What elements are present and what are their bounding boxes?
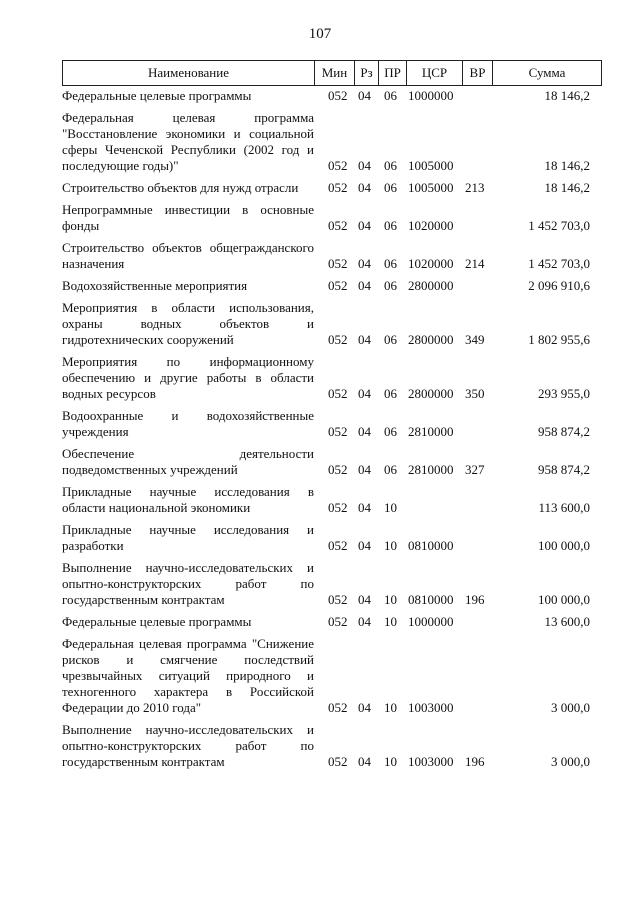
cell-name: Строительство объектов для нужд отрасли [62,180,299,195]
table-row [62,484,602,516]
cell-min: 052 [328,218,348,233]
cell-pr: 06 [384,424,397,439]
cell-pr: 10 [384,500,397,515]
table-row [62,278,602,294]
cell-csr: 2800000 [408,332,454,347]
cell-pr: 10 [384,754,397,769]
cell-sum: 958 874,2 [538,424,590,439]
table-row [62,110,602,174]
row-codes [62,218,602,234]
cell-pr: 10 [384,700,397,715]
cell-name: Федеральные целевые программы [62,614,252,629]
cell-vr: 213 [465,180,485,195]
cell-csr: 1000000 [408,88,454,103]
cell-pr: 10 [384,614,397,629]
cell-name: Мероприятия в области использования, охраны водных объектов и гидротехнических сооружений [62,300,314,347]
cell-rz: 04 [358,614,371,629]
table-row [62,88,602,104]
header-vr: ВР [463,61,493,85]
cell-pr: 10 [384,592,397,607]
table-row [62,180,602,196]
row-codes [62,538,602,554]
cell-csr: 1005000 [408,158,454,173]
row-codes [62,278,602,294]
cell-rz: 04 [358,180,371,195]
cell-csr: 1003000 [408,754,454,769]
cell-csr: 1000000 [408,614,454,629]
cell-min: 052 [328,256,348,271]
cell-pr: 06 [384,462,397,477]
cell-rz: 04 [358,158,371,173]
row-codes [62,88,602,104]
cell-min: 052 [328,386,348,401]
cell-name: Непрограммные инвестиции в основные фонды [62,202,314,233]
cell-vr: 214 [465,256,485,271]
header-min: Мин [315,61,355,85]
cell-name: Мероприятия по информационному обеспечению и другие работы в области водных ресурсов [62,354,314,401]
row-codes [62,462,602,478]
cell-rz: 04 [358,538,371,553]
row-codes [62,754,602,770]
cell-pr: 06 [384,218,397,233]
cell-name: Водоохранные и водохозяйственные учреждения [62,408,314,439]
cell-name: Водохозяйственные мероприятия [62,278,248,293]
cell-sum: 113 600,0 [538,500,590,515]
cell-name: Строительство объектов общегражданского назначения [62,240,314,271]
cell-name: Обеспечение деятельности подведомственных учреждений [62,446,314,477]
cell-rz: 04 [358,424,371,439]
cell-sum: 18 146,2 [544,180,590,195]
cell-min: 052 [328,700,348,715]
row-codes [62,592,602,608]
cell-sum: 18 146,2 [544,158,590,173]
table-row [62,408,602,440]
page-number: 107 [308,26,332,42]
cell-name: Федеральные целевые программы [62,88,252,103]
cell-vr: 349 [465,332,485,347]
cell-csr: 0810000 [408,538,454,553]
cell-csr: 2800000 [408,386,454,401]
cell-min: 052 [328,158,348,173]
cell-min: 052 [328,614,348,629]
row-codes [62,158,602,174]
cell-min: 052 [328,88,348,103]
table-row [62,202,602,234]
cell-rz: 04 [358,218,371,233]
cell-pr: 06 [384,278,397,293]
cell-csr: 2800000 [408,278,454,293]
cell-min: 052 [328,538,348,553]
cell-sum: 100 000,0 [538,538,590,553]
cell-name: Федеральная целевая программа "Восстановление экономики и социальной сферы Чеченской Республики (2002 год и последующие годы)" [62,110,314,173]
cell-name: Выполнение научно-исследовательских и опытно-конструкторских работ по государственным контрактам [62,722,314,769]
cell-name: Прикладные научные исследования в области национальной экономики [62,484,314,515]
cell-min: 052 [328,332,348,347]
header-csr: ЦСР [407,61,463,85]
header-sum: Сумма [528,65,566,80]
cell-pr: 10 [384,538,397,553]
table-row [62,522,602,554]
cell-sum: 1 452 703,0 [528,218,590,233]
cell-rz: 04 [358,256,371,271]
row-codes [62,424,602,440]
cell-rz: 04 [358,462,371,477]
table-row [62,446,602,478]
cell-min: 052 [328,462,348,477]
cell-min: 052 [328,278,348,293]
cell-rz: 04 [358,700,371,715]
cell-sum: 3 000,0 [551,700,590,715]
cell-pr: 06 [384,332,397,347]
table-body [62,88,602,776]
cell-csr: 0810000 [408,592,454,607]
cell-pr: 06 [384,88,397,103]
cell-rz: 04 [358,88,371,103]
header-name: Наименование [63,61,315,85]
cell-min: 052 [328,754,348,769]
row-codes [62,500,602,516]
cell-min: 052 [328,424,348,439]
table-row [62,240,602,272]
header-rz: Рз [355,61,379,85]
cell-name: Прикладные научные исследования и разработки [62,522,314,553]
cell-pr: 06 [384,256,397,271]
table-row [62,354,602,402]
cell-rz: 04 [358,386,371,401]
cell-min: 052 [328,180,348,195]
cell-pr: 06 [384,386,397,401]
cell-vr: 196 [465,592,485,607]
cell-sum: 1 802 955,6 [528,332,590,347]
table-row [62,560,602,608]
cell-sum: 958 874,2 [538,462,590,477]
cell-vr: 196 [465,754,485,769]
cell-csr: 1003000 [408,700,454,715]
cell-csr: 1020000 [408,256,454,271]
table-row [62,300,602,348]
cell-name: Выполнение научно-исследовательских и опытно-конструкторских работ по государственным контрактам [62,560,314,607]
cell-csr: 1020000 [408,218,454,233]
cell-min: 052 [328,592,348,607]
cell-pr: 06 [384,180,397,195]
cell-sum: 293 955,0 [538,386,590,401]
cell-csr: 1005000 [408,180,454,195]
cell-name: Федеральная целевая программа "Снижение рисков и смягчение последствий чрезвычайных ситуаций природного и техногенного характера в Российской Федерации до 2010 года" [62,636,314,715]
cell-vr: 350 [465,386,485,401]
cell-csr: 2810000 [408,424,454,439]
row-codes [62,386,602,402]
cell-csr: 2810000 [408,462,454,477]
cell-sum: 13 600,0 [544,614,590,629]
cell-sum: 1 452 703,0 [528,256,590,271]
row-codes [62,180,602,196]
cell-sum: 2 096 910,6 [528,278,590,293]
cell-rz: 04 [358,500,371,515]
cell-sum: 18 146,2 [544,88,590,103]
row-codes [62,256,602,272]
cell-vr: 327 [465,462,485,477]
row-codes [62,332,602,348]
cell-sum: 3 000,0 [551,754,590,769]
cell-rz: 04 [358,592,371,607]
cell-pr: 06 [384,158,397,173]
row-codes [62,614,602,630]
cell-rz: 04 [358,332,371,347]
table-row [62,636,602,716]
table-row [62,722,602,770]
cell-rz: 04 [358,278,371,293]
cell-min: 052 [328,500,348,515]
table-header [62,60,602,86]
cell-rz: 04 [358,754,371,769]
table-row [62,614,602,630]
cell-sum: 100 000,0 [538,592,590,607]
row-codes [62,700,602,716]
header-pr: ПР [379,61,407,85]
